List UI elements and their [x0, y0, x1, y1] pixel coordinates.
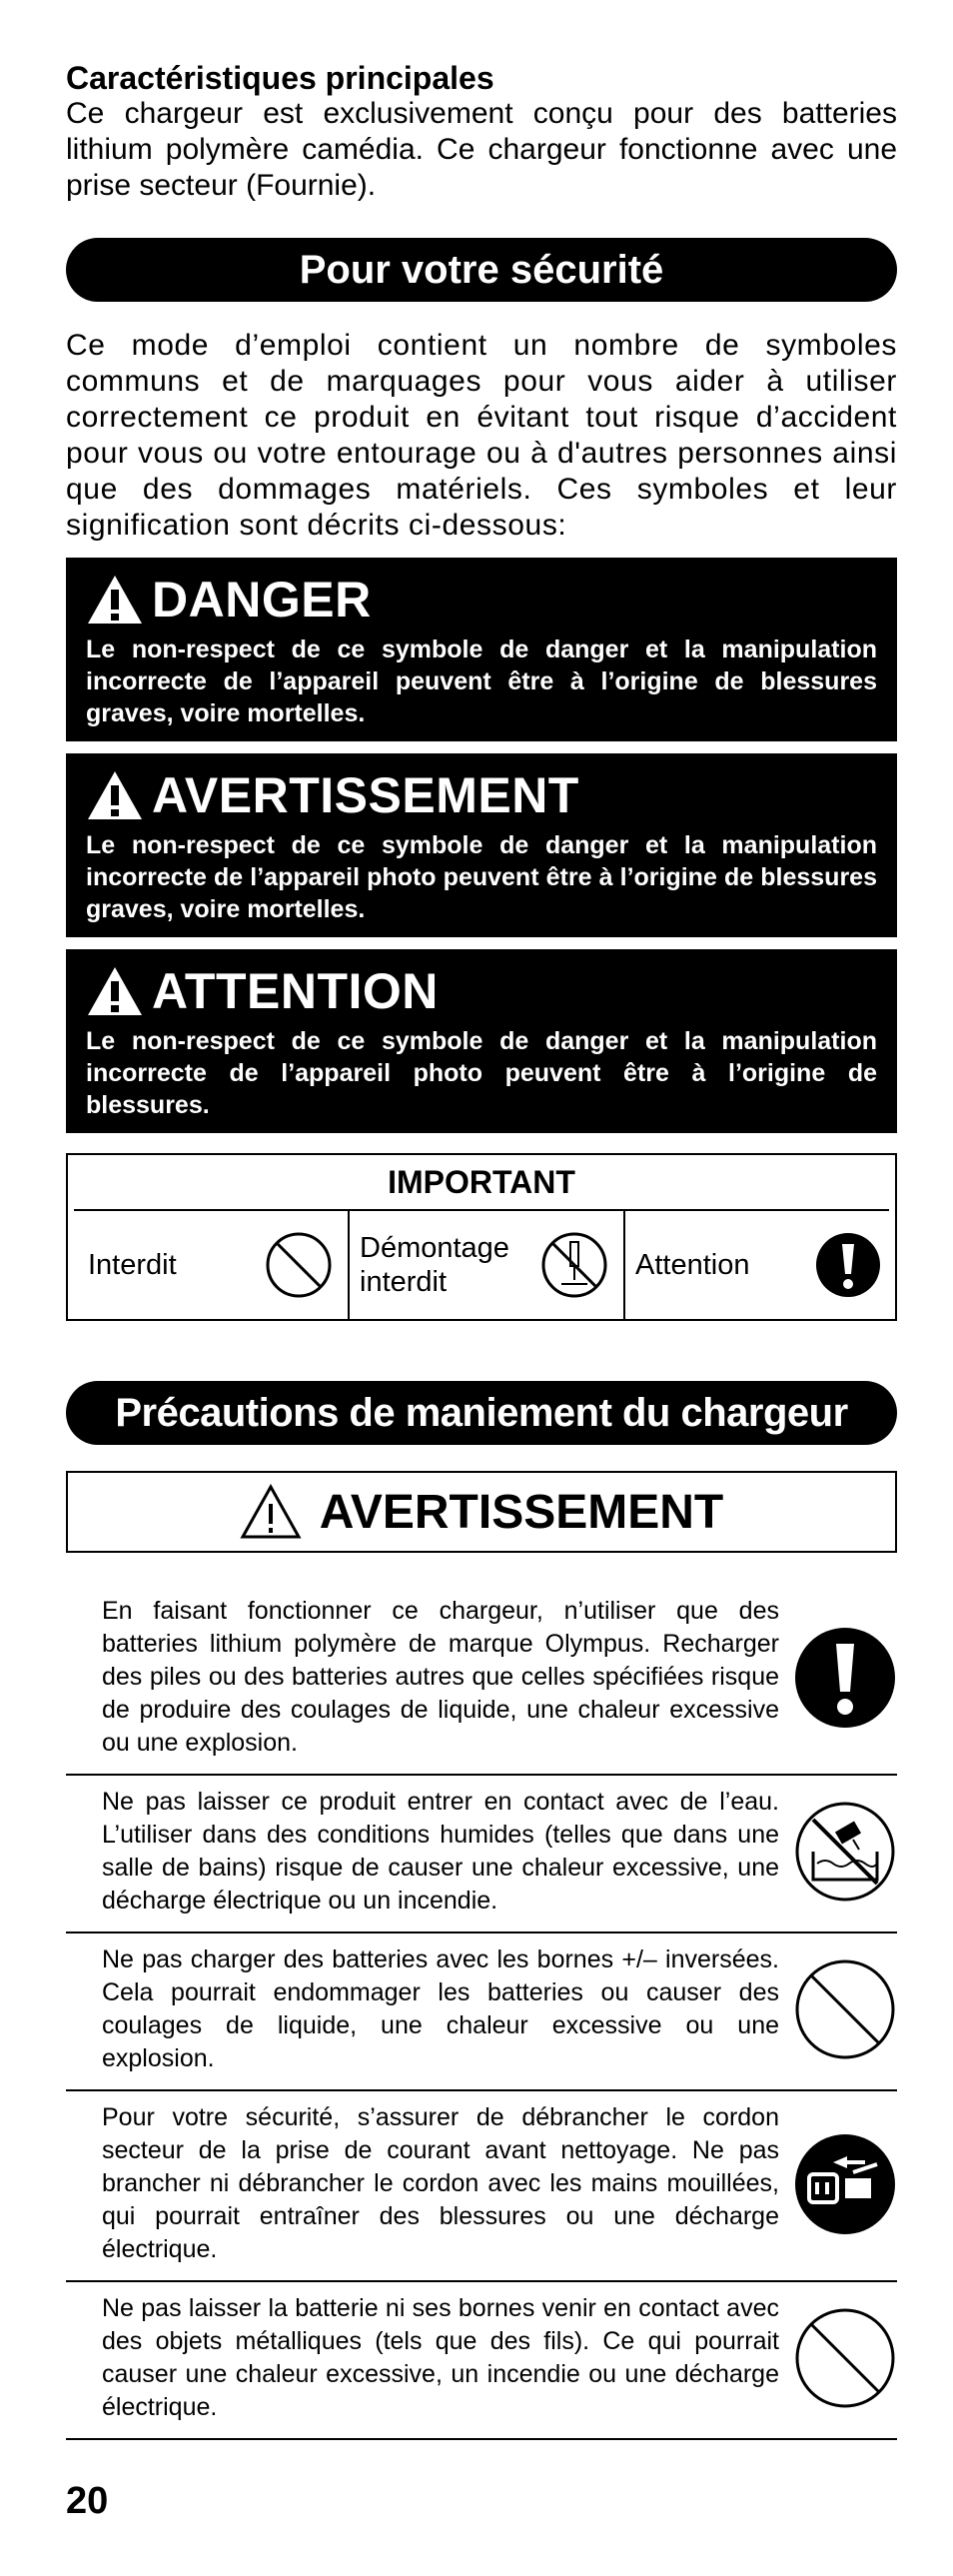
handling-box-title-text: AVERTISSEMENT: [319, 1485, 724, 1539]
important-heading: IMPORTANT: [74, 1155, 889, 1211]
safety-paragraph: Ce mode d’emploi contient un nombre de symboles communs et de marquages pour vous aider à utiliser correctement ce produit en évitant tout risque d’accident pour vous ou votre entourage ou à d'autres personnes ainsi que des dommages matériels. Ces symboles et leur signification sont décrits ci-dessous:: [66, 329, 897, 542]
warning-triangle-icon: [86, 965, 144, 1017]
interdit-label: Interdit: [88, 1249, 177, 1281]
item-text: Pour votre sécurité, s’assurer de débrancher le cordon secteur de la prise de courant avant nettoyage. Ne pas brancher ni débrancher le cordon avec les mains mouillées, qui pourrait entraîner des blessures ou une décharge électrique.: [102, 2103, 779, 2263]
attention-title: ATTENTION: [152, 963, 439, 1019]
handling-heading: Précautions de maniement du chargeur: [66, 1381, 897, 1445]
avertissement-text: Le non-respect de ce symbole de danger et la manipulation incorrecte de l’appareil photo peuvent être à l’origine de blessures graves, voire mortelles.: [86, 831, 877, 923]
list-item: [66, 1776, 897, 1933]
unplug-icon: [793, 2132, 897, 2236]
list-item: [66, 1585, 897, 1776]
prohibited-icon: [264, 1230, 334, 1300]
important-cell-attention: [623, 1211, 895, 1319]
attention-text: Le non-respect de ce symbole de danger et la manipulation incorrecte de l’appareil photo peuvent être à l’origine de blessures.: [86, 1027, 877, 1119]
warning-triangle-icon: [86, 574, 144, 626]
intro-text: Ce chargeur est exclusivement conçu pour des batteries lithium polymère camédia. Ce chargeur fonctionne avec une prise secteur (Fournie).: [66, 97, 897, 202]
exclamation-icon: [793, 1626, 897, 1730]
warning-triangle-icon: [240, 1484, 302, 1540]
intro-title: Caractéristiques principales: [66, 60, 494, 96]
no-water-icon: [793, 1800, 897, 1904]
page-content: [66, 60, 897, 2440]
handling-box-title: [66, 1471, 897, 1553]
list-item: [66, 2091, 897, 2282]
danger-box: [66, 558, 897, 741]
attention-label: Attention: [635, 1249, 750, 1281]
item-text: Ne pas charger des batteries avec les bornes +/– inversées. Cela pourrait endommager les batteries ou causer des coulages de liquide, une chaleur excessive ou une explosion.: [102, 1945, 779, 2072]
avertissement-title: AVERTISSEMENT: [152, 767, 579, 823]
danger-title: DANGER: [152, 572, 372, 628]
page-number: 20: [66, 2480, 109, 2522]
item-text: Ne pas laisser ce produit entrer en contact avec de l’eau. L’utiliser dans des conditions humides (telles que dans une salle de bains) risque de causer une chaleur excessive, une décharge électrique ou un incendie.: [102, 1788, 779, 1915]
exclamation-icon: [815, 1232, 881, 1298]
important-table: [66, 1153, 897, 1321]
prohibited-icon: [793, 2306, 897, 2410]
list-item: [66, 2282, 897, 2440]
prohibited-icon: [793, 1957, 897, 2061]
important-cell-interdit: [68, 1211, 348, 1319]
demontage-label: Démontage interdit: [360, 1232, 509, 1298]
item-text: Ne pas laisser la batterie ni ses bornes venir en contact avec des objets métalliques (tels que des fils). Ce qui pourrait causer une chaleur excessive, un incendie ou une décharge électrique.: [102, 2294, 779, 2421]
handling-items: [66, 1585, 897, 2440]
safety-heading: Pour votre sécurité: [66, 238, 897, 302]
warning-boxes: [66, 558, 897, 1133]
no-disassembly-icon: [539, 1230, 609, 1300]
list-item: [66, 1933, 897, 2091]
important-cell-demontage: [348, 1211, 623, 1319]
warning-triangle-icon: [86, 769, 144, 821]
danger-text: Le non-respect de ce symbole de danger et la manipulation incorrecte de l’appareil peuvent être à l’origine de blessures graves, voire mortelles.: [86, 636, 877, 727]
item-text: En faisant fonctionner ce chargeur, n’utiliser que des batteries lithium polymère de marque Olympus. Recharger des piles ou des batteries autres que celles spécifiées risque de produire des coulages de liquide, une chaleur excessive ou une explosion.: [102, 1597, 779, 1757]
avertissement-box: [66, 753, 897, 937]
attention-box: [66, 949, 897, 1133]
